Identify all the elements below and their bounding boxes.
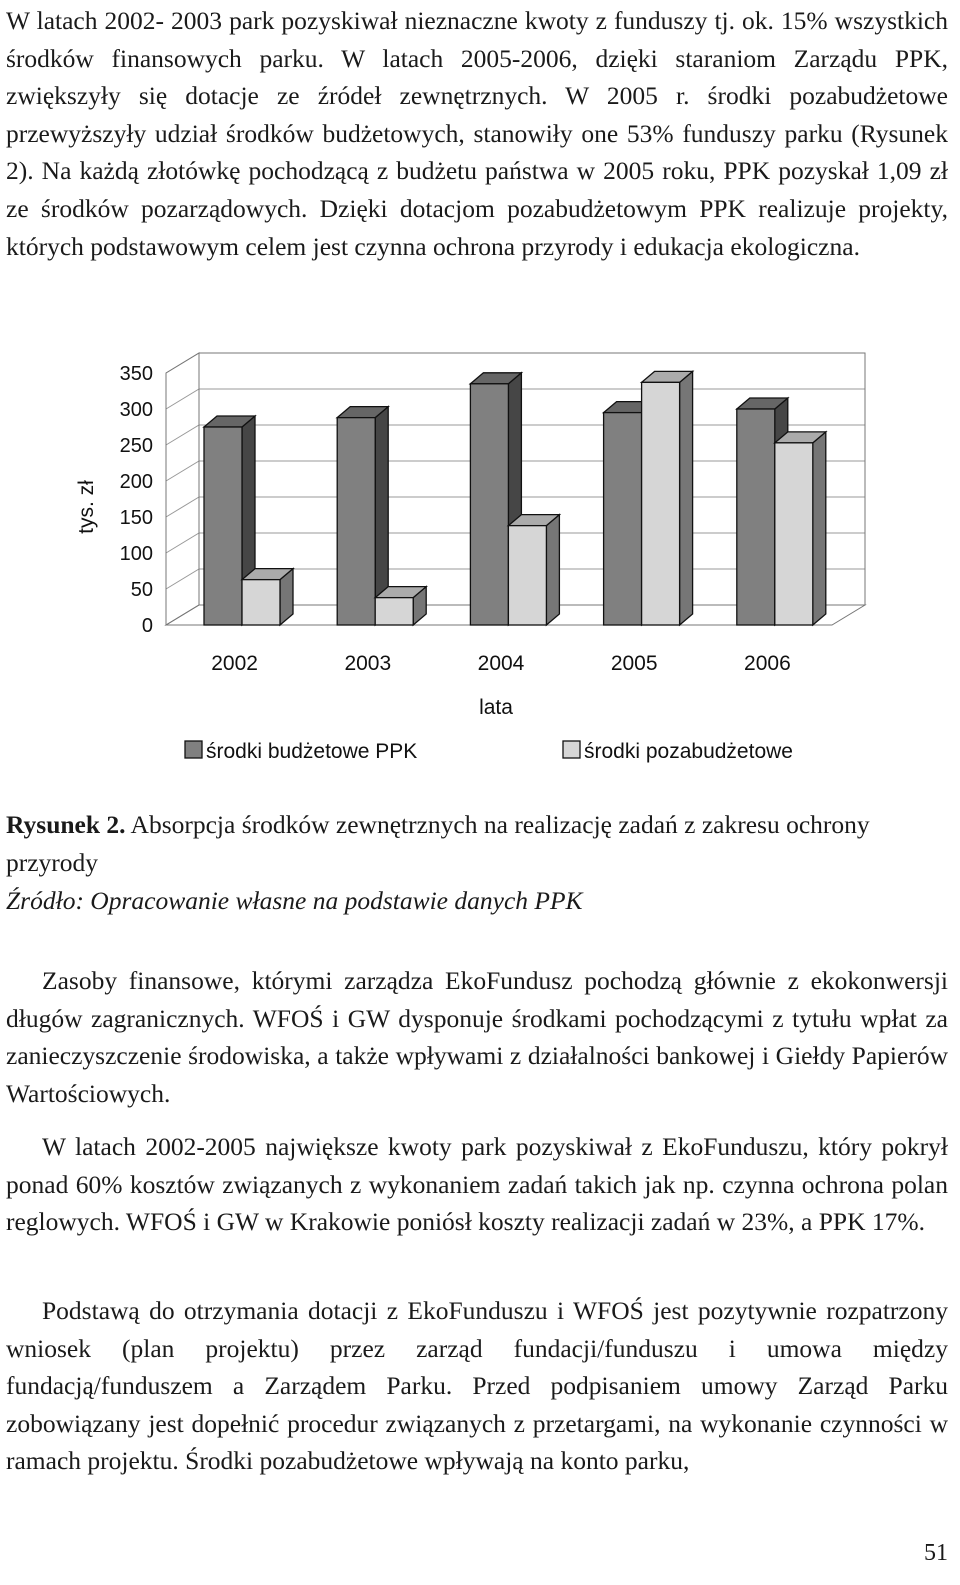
chart-bar (242, 569, 293, 625)
chart-y-tick-label: 50 (130, 579, 153, 601)
chart-x-tick-label: 2005 (610, 652, 658, 675)
chart-bar (775, 432, 826, 625)
paragraph-text: Zasoby finansowe, którymi zarządza EkoFundusz pochodzą głównie z ekokonwersji długów zagranicznych. WFOŚ i GW dysponuje środkami pochodzącymi z tytułu wpłat za zanieczyszczenie środowiska, a także wpływami z działalności bankowej i Giełdy Papierów Wartościowych. (6, 966, 948, 1108)
page-number: 51 (924, 1540, 948, 1566)
chart-bar-front (508, 526, 546, 625)
chart-x-tick-label: 2006 (744, 652, 791, 675)
paragraph-podstawa (6, 1292, 948, 1480)
paragraph-2002-2005 (6, 1128, 948, 1241)
chart-x-tick-label: 2004 (477, 652, 525, 675)
chart-y-tick-label: 150 (119, 507, 153, 529)
chart-legend-item (185, 740, 417, 763)
chart-legend-swatch (185, 741, 202, 758)
chart-x-axis-label: lata (479, 696, 513, 719)
bar-chart (0, 340, 960, 780)
chart-legend-label: środki budżetowe PPK (206, 740, 418, 763)
chart-y-tick-label: 350 (119, 363, 153, 385)
chart-y-tick-label: 100 (119, 543, 153, 565)
chart-legend-swatch (563, 741, 580, 758)
figure-caption (6, 806, 948, 881)
caption-label: Rysunek 2. (6, 810, 126, 839)
chart-legend-item (563, 740, 793, 763)
chart-legend (185, 740, 793, 763)
chart-bar-front (242, 580, 280, 625)
chart-side-wall (166, 353, 199, 625)
chart-bar-front (337, 418, 375, 625)
paragraph-intro: W latach 2002- 2003 park pozyskiwał nieznaczne kwoty z funduszy tj. ok. 15% wszystkich środków finansowych parku. W latach 2005-2006, dzięki staraniom Zarządu PPK, zwiększyły się dotacje ze źródeł zewnętrznych. W 2005 r. środki pozabudżetowe przewyższyły udział środków budżetowych, stanowiły one 53% funduszy parku (Rysunek 2). Na każdą złotówkę pochodzącą z budżetu państwa w 2005 roku, PPK pozyskał 1,09 zł ze środków pozarządowych. Dzięki dotacjom pozabudżetowym PPK realizuje projekty, których podstawowym celem jest czynna ochrona przyrody i edukacja ekologiczna. (6, 6, 948, 261)
chart-y-tick-label: 250 (119, 435, 153, 457)
chart-bar (375, 587, 426, 625)
chart-bar-front (775, 443, 813, 625)
chart-bar (508, 515, 559, 625)
chart-bar-front (204, 427, 242, 625)
chart-y-axis-label: tys. zł (75, 480, 98, 534)
paragraph-text: W latach 2002-2005 największe kwoty park pozyskiwał z EkoFunduszu, który pokrył ponad 60% kosztów związanych z wykonaniem zadań takich jak np. czynna ochrona polan reglowych. WFOŚ i GW w Krakowie poniósł koszty realizacji zadań w 23%, a PPK 17%. (6, 1132, 948, 1237)
chart-gridline (166, 353, 865, 373)
chart-bar-side (680, 371, 693, 625)
chart-bar-front (375, 598, 413, 625)
chart-bar-front (604, 413, 642, 625)
chart-y-tick-label: 300 (119, 399, 153, 421)
chart-y-tick-label: 0 (141, 615, 153, 637)
chart-bar-front (470, 384, 508, 625)
chart-y-tick-label: 200 (119, 471, 153, 493)
chart-bar-side (813, 432, 826, 625)
chart-x-tick-label: 2003 (344, 652, 392, 675)
chart-bar (642, 371, 693, 625)
paragraph-ekofundusz (6, 962, 948, 1112)
chart-bars (204, 371, 826, 625)
caption-text: Absorpcja środków zewnętrznych na realizację zadań z zakresu ochrony przyrody (6, 810, 870, 877)
figure-source: Źródło: Opracowanie własne na podstawie danych PPK (6, 886, 583, 915)
chart-bar (337, 407, 388, 625)
chart-bar-front (642, 382, 680, 625)
paragraph-text: Podstawą do otrzymania dotacji z EkoFunduszu i WFOŚ jest pozytywnie rozpatrzony wniosek (plan projektu) przez zarząd fundacji/funduszu i umowa między fundacją/funduszem a Zarządem Parku. Przed podpisaniem umowy Zarząd Parku zobowiązany jest dopełnić procedur związanych z przetargami, na wykonanie czynności w ramach projektu. Środki pozabudżetowe wpływają na konto parku, (6, 1296, 948, 1476)
chart-bar-side (546, 515, 559, 625)
chart-x-tick-label: 2002 (211, 652, 258, 675)
chart-legend-label: środki pozabudżetowe (584, 740, 793, 763)
chart-bar-front (737, 409, 775, 625)
